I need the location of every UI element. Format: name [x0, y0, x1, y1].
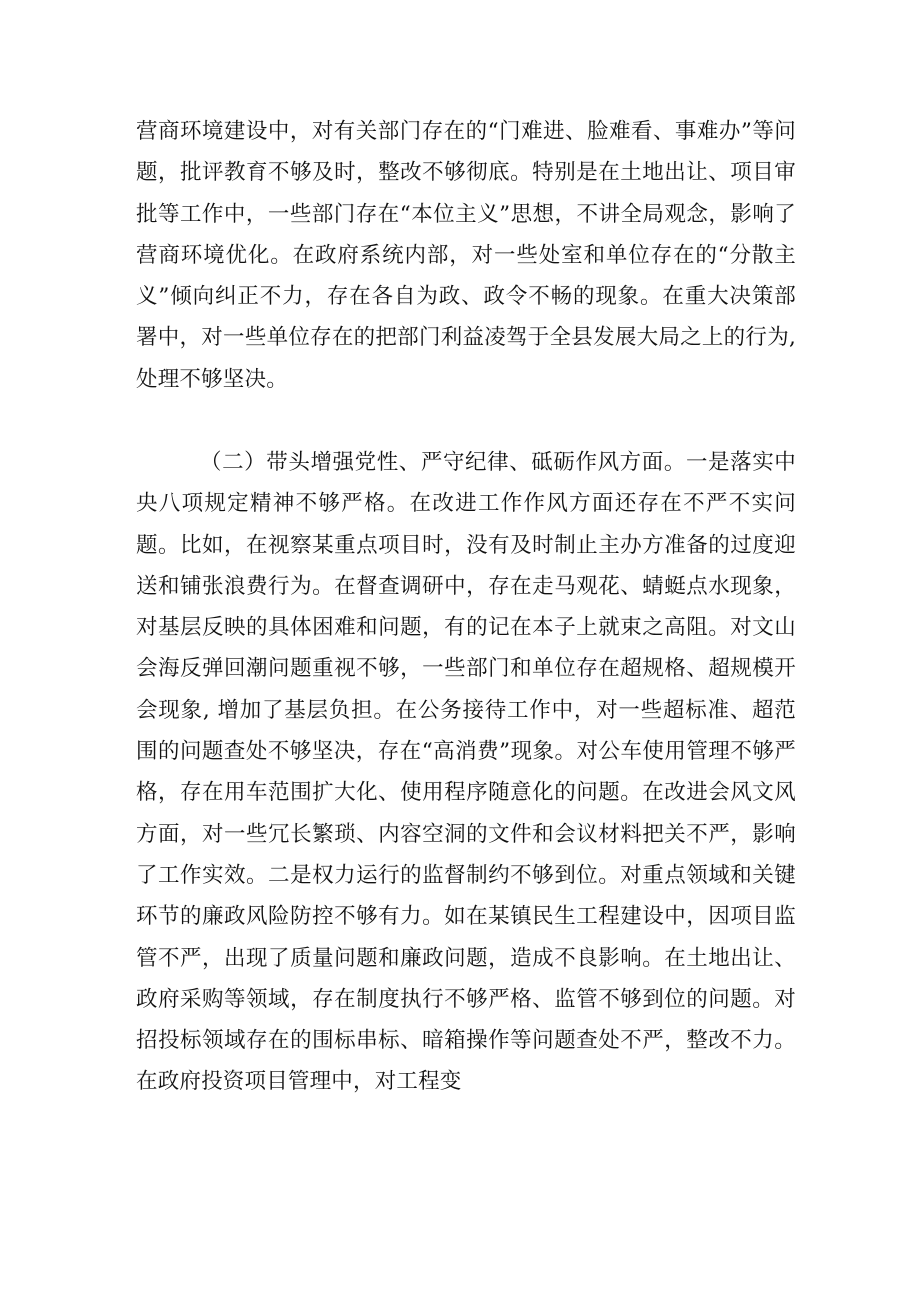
body-paragraph-2: （二）带头增强党性、严守纪律、砥砺作风方面。一是落实中央八项规定精神不够严格。在改进工作作风方面还存在不严不实问题。比如，在视察某重点项目时，没有及时制止主办方准备的过度迎送和铺张浪费行为。在督查调研中，存在走马观花、蜻蜓点水现象，对基层反映的具体困难和问题，有的记在本子上就束之高阻。对文山会海反弹回潮问题重视不够，一些部门和单位存在超规格、超规模开会现象, 增加了基层负担。在公务接待工作中，对一些超标准、超范围的问题查处不够坚决，存在“高消费”现象。对公车使用管理不够严格，存在用车范围扩大化、使用程序随意化的问题。在改进会风文风方面，对一些冗长繁琐、内容空洞的文件和会议材料把关不严，影响了工作实效。二是权力运行的监督制约不够到位。对重点领域和关键环节的廉政风险防控不够有力。如在某镇民生工程建设中，因项目监管不严，出现了质量问题和廉政问题，造成不良影响。在土地出让、政府采购等领域，存在制度执行不够严格、监管不够到位的问题。对招投标领域存在的围标串标、暗箱操作等问题查处不严，整改不力。在政府投资项目管理中，对工程变: [136, 450, 796, 1095]
body-paragraph-1: 营商环境建设中，对有关部门存在的“门难进、脸难看、事难办”等问题，批评教育不够及时，整改不够彻底。特别是在土地出让、项目审批等工作中，一些部门存在“本位主义”思想，不讲全局观念，影响了营商环境优化。在政府系统内部，对一些处室和单位存在的“分散主义”倾向纠正不力，存在各自为政、政令不畅的现象。在重大决策部署中，对一些单位存在的把部门利益凌驾于全县发展大局之上的行为, 处理不够坚决。: [136, 119, 796, 392]
